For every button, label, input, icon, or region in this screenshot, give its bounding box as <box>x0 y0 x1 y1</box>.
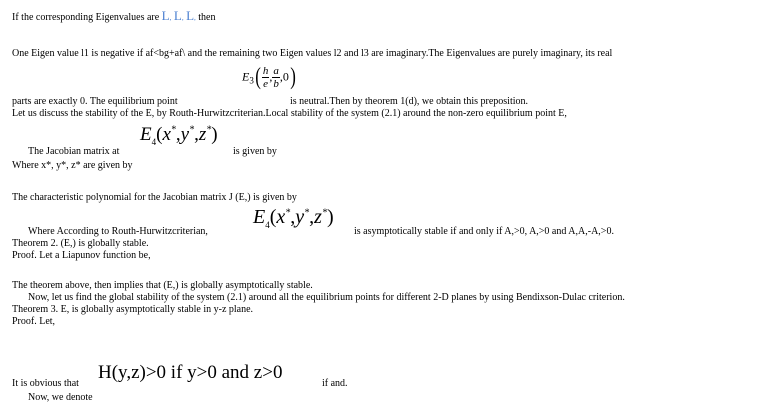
equilibrium-point-e3: $E_3$( $\frac{h}{e}$ , $\frac{a}{b}$ ,0) <box>242 64 296 90</box>
eigenvalues-intro: If the corresponding Eigenvalues are <box>12 12 160 23</box>
fraction-a-over-b: $\frac{a}{b}$ <box>273 65 279 90</box>
text-line-3a: parts are exactly 0. The equilibrium point <box>12 96 178 107</box>
text-line-7: The characteristic polynomial for the Jacobian matrix J (E,) is given by <box>12 192 297 203</box>
text-line-15b: if and. <box>322 378 348 389</box>
text-line-11: The theorem above, then implies that (E,) is globally asymptotically stable. <box>12 280 313 291</box>
equilibrium-point-e4-second: $E_4(x^*,y^*,z^*)$ <box>253 206 334 230</box>
text-line-8a: Where According to Routh-Hurwitzcriterian, <box>28 226 208 237</box>
equilibrium-point-e4-first: $E_4(x^*,y^*,z^*)$ <box>140 124 218 147</box>
h-inequality: H(y,z)>0 if y>0 and z>0 <box>98 362 283 383</box>
text-line-3b: is neutral.Then by theorem 1(d), we obtain this preposition. <box>290 96 529 107</box>
eigen-symbol-2: L <box>173 8 182 23</box>
text-line-5b: is given by <box>233 146 277 157</box>
text-line-1: If the corresponding Eigenvalues are L, L, L, then <box>12 8 216 23</box>
theorem-3: Theorem 3. E, is globally asymptotically stable in y-z plane. <box>12 304 254 315</box>
proof-liapunov: Proof. Let a Liapunov function be, <box>12 250 151 261</box>
text-line-8b: is asymptotically stable if and only if A,>0, A,>0 and A,A,-A,>0. <box>354 226 614 237</box>
text-line-5a: The Jacobian matrix at <box>28 146 120 157</box>
text-line-2: One Eigen value l1 is negative if af<bg+af\ and the remaining two Eigen values l2 and l3 are imaginary.The Eigenvalues are purely imaginary, its real <box>12 48 613 59</box>
text-line-15a: It is obvious that <box>12 378 79 389</box>
eigen-symbol-3: L <box>186 8 195 23</box>
eigen-symbol-1: L <box>161 8 170 23</box>
text-line-16: Now, we denote <box>28 392 93 403</box>
text-line-6: Where x*, y*, z* are given by <box>12 160 133 171</box>
text-line-4: Let us discuss the stability of the E, by Routh-Hurwitzcriterian.Local stability of the system (2.1) around the non-zero equilibrium point E, <box>12 108 567 119</box>
text-line-12: Now, let us find the global stability of the system (2.1) around all the equilibrium points for different 2-D planes by using Bendixson-Dulac criterion. <box>28 292 625 303</box>
proof-let: Proof. Let, <box>12 316 56 327</box>
theorem-2: Theorem 2. (E,) is globally stable. <box>12 238 149 249</box>
fraction-h-over-e: $\frac{h}{e}$ <box>262 65 269 90</box>
then-text: then <box>198 12 216 23</box>
